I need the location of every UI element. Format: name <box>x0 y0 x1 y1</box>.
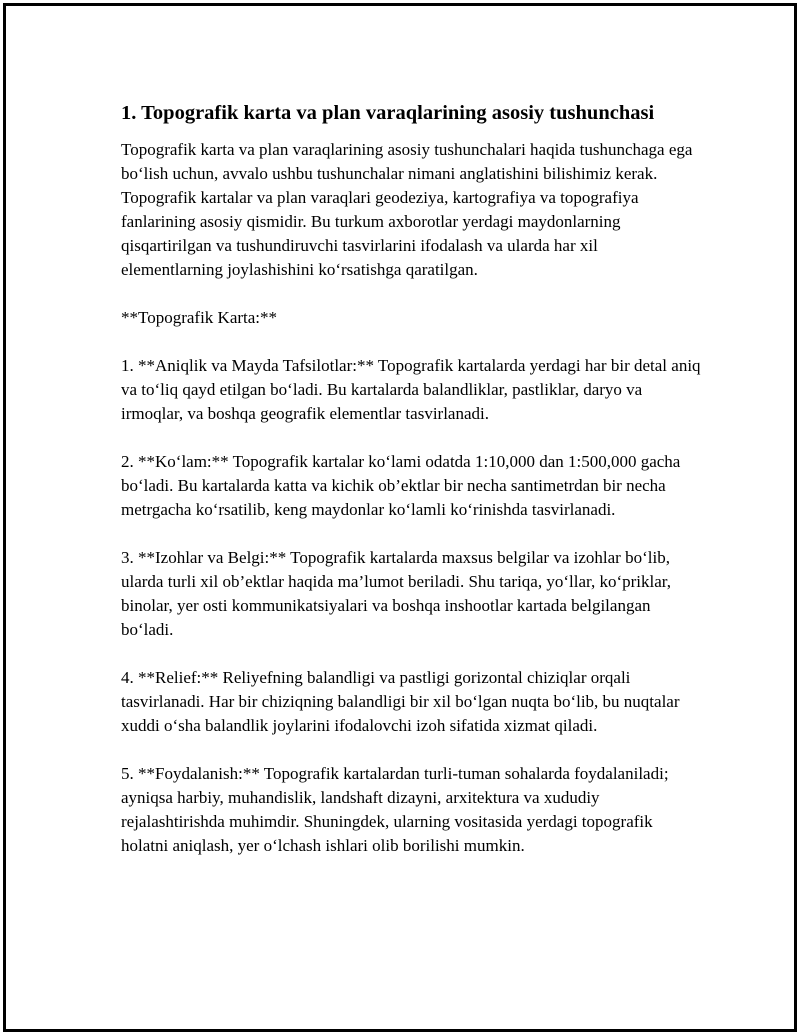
list-item-kolam: 2. **Ko‘lam:** Topografik kartalar ko‘lami odatda 1:10,000 dan 1:500,000 gacha bo‘ladi. Bu kartalarda katta va kichik ob’ektlar bir necha santimetrdan bir necha metrgacha ko‘rsatilib, keng maydonlar ko‘lamli ko‘rinishda tasvirlanadi. <box>121 452 681 519</box>
intro-paragraph: Topografik karta va plan varaqlarining asosiy tushunchalari haqida tushunchaga ega bo‘lish uchun, avvalo ushbu tushunchalar nimani anglatishini bilishimiz kerak. Topografik kartalar va plan varaqlari geodeziya, kartografiya va topografiya fanlarining asosiy qismidir. Bu turkum axborotlar yerdagi maydonlarning qisqartirilgan va tushundiruvchi tasvirlarini ifodalash va ularda har xil elementlarning joylashishini ko‘rsatishga qaratilgan. <box>121 140 693 279</box>
list-item-aniqlik: 1. **Aniqlik va Mayda Tafsilotlar:** Topografik kartalarda yerdagi har bir detal aniq va to‘liq qayd etilgan bo‘ladi. Bu kartalarda balandliklar, pastliklar, daryo va irmoqlar, va boshqa geografik elementlar tasvirlanadi. <box>121 356 701 423</box>
page-frame <box>3 3 797 1032</box>
document-heading: 1. Topografik karta va plan varaqlarining asosiy tushunchasi <box>121 102 655 124</box>
list-item-izohlar: 3. **Izohlar va Belgi:** Topografik kartalarda maxsus belgilar va izohlar bo‘lib, ularda turli xil ob’ektlar haqida ma’lumot beriladi. Shu tariqa, yo‘llar, ko‘priklar, binolar, yer osti kommunikatsiyalari va boshqa inshootlar kartada belgilangan bo‘ladi. <box>121 548 672 639</box>
document-body <box>121 99 701 882</box>
list-item-foydalanish: 5. **Foydalanish:** Topografik kartalardan turli-tuman sohalarda foydalaniladi; ayniqsa harbiy, muhandislik, landshaft dizayni, arxitektura va xududiy rejalashtirishda muhimdir. Shuningdek, ularning vositasida yerdagi topografik holatni aniqlash, yer o‘lchash ishlari olib borilishi mumkin. <box>121 764 669 855</box>
list-item-relief: 4. **Relief:** Reliyefning balandligi va pastligi gorizontal chiziqlar orqali tasvirlanadi. Har bir chiziqning balandligi bir xil bo‘lgan nuqta bo‘lib, bu nuqtalar xuddi o‘sha balandlik joylarini ifodalovchi izoh sifatida xizmat qiladi. <box>121 668 680 735</box>
section-label-topografik-karta: **Topografik Karta:** <box>121 308 278 327</box>
